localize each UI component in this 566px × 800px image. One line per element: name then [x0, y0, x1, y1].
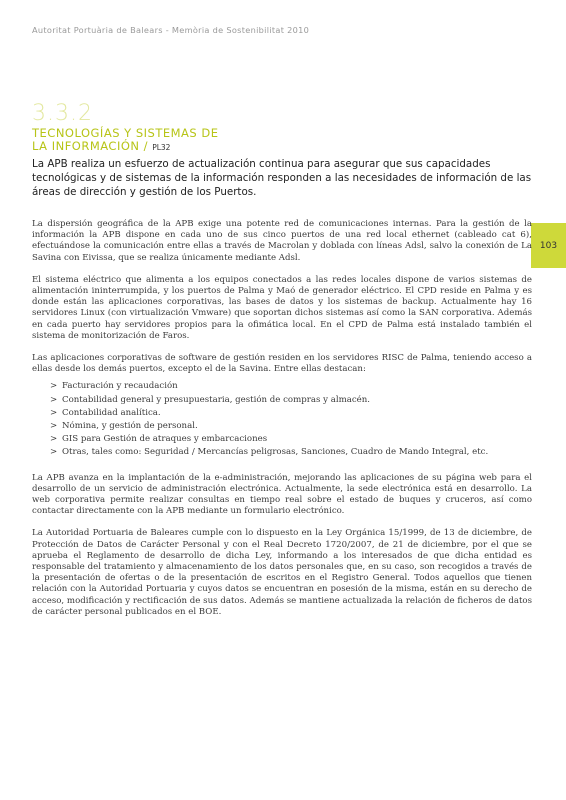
- page-number: 103: [539, 240, 558, 251]
- running-header: Autoritat Portuària de Balears - Memòria de Sostenibilitat 2010: [32, 25, 310, 35]
- paragraph: La Autoridad Portuaria de Baleares cumple con lo dispuesto en la Ley Orgánica 15/1999, de 13 de diciembre, de Protección de Datos de Carácter Personal y con el Real Decreto 1720/2007, de 21 de diciembre, por el que se aprueba el Reglamento de desarrollo de dicha Ley, informando a los interesados de que dicha entidad es responsable del tratamiento y almacenamiento de los datos personales que, en su caso, son recogidos a través de la presentación de ofertas o de la presentación de escritos en el Registro General. Todos aquellos que tienen relación con la Autoridad Portuaria y cuyos datos se encuentran en posesión de la misma, están en su derecho de acceso, modificación y rectificación de sus datos. Además se mantiene actualizada la relación de ficheros de datos de carácter personal publicados en el BOE.: [32, 528, 532, 617]
- section-title-line2: LA INFORMACIÓN / PL32: [32, 139, 171, 153]
- section-number: 3.3.2: [32, 101, 93, 126]
- list-item: > Otras, tales como: Seguridad / Mercancías peligrosas, Sanciones, Cuadro de Mando Integral, etc.: [50, 447, 532, 458]
- section-code: PL32: [152, 143, 171, 152]
- page-number-tab: [531, 223, 566, 268]
- list-item: > Contabilidad analítica.: [50, 408, 532, 419]
- paragraph: La APB avanza en la implantación de la e-administración, mejorando las aplicaciones de su página web para el desarrollo de un servicio de administración electrónica. Actualmente, la sede electrónica está en desarrollo. La web corporativa permite realizar consultas en tiempo real sobre el estado de buques y cruceros, así como contactar directamente con la APB mediante un formulario electrónico.: [32, 472, 532, 517]
- list-item: > Facturación y recaudación: [50, 381, 532, 392]
- paragraph: Las aplicaciones corporativas de software de gestión residen en los servidores RISC de Palma, teniendo acceso a ellas desde los demás puertos, excepto el de la Savina. Entre ellas destacan:: [32, 353, 532, 375]
- paragraph: El sistema eléctrico que alimenta a los equipos conectados a las redes locales dispone de varios sistemas de alimentación ininterrumpida, y los puertos de Palma y Maó de generador eléctrico. El CPD reside en Palma y es donde están las aplicaciones corporativas, las bases de datos y los sistemas de backup. Actualmente hay 16 servidores Linux (con virtualización Vmware) que soportan dichos sistemas así como la SAN corporativa. Además en cada puerto hay servidores propios para la ofimática local. En el CPD de Palma está instalado también el sistema de monitorización de Faros.: [32, 274, 532, 341]
- applications-list: [50, 381, 532, 458]
- list-item: > GIS para Gestión de atraques y embarcaciones: [50, 434, 532, 445]
- list-item: > Nómina, y gestión de personal.: [50, 421, 532, 432]
- section-title-line1: TECNOLOGÍAS Y SISTEMAS DE: [32, 126, 219, 140]
- section-title: [32, 127, 218, 154]
- list-item: > Contabilidad general y presupuestaria, gestión de compras y almacén.: [50, 395, 532, 406]
- body-text: [32, 219, 532, 629]
- lead-paragraph: La APB realiza un esfuerzo de actualización continua para asegurar que sus capacidades tecnológicas y de sistemas de la información responden a las necesidades de información de las áreas de dirección y gestión de los Puertos.: [32, 158, 532, 198]
- paragraph: La dispersión geográfica de la APB exige una potente red de comunicaciones internas. Para la gestión de la información la APB dispone en cada uno de sus cinco puertos de una red local ethernet (cableado cat 6), efectuándose la comunicación entre ellas a través de Macrolan y doblada con líneas Adsl, salvo la conexión de La Savina con Eivissa, que se realiza únicamente mediante Adsl.: [32, 219, 532, 263]
